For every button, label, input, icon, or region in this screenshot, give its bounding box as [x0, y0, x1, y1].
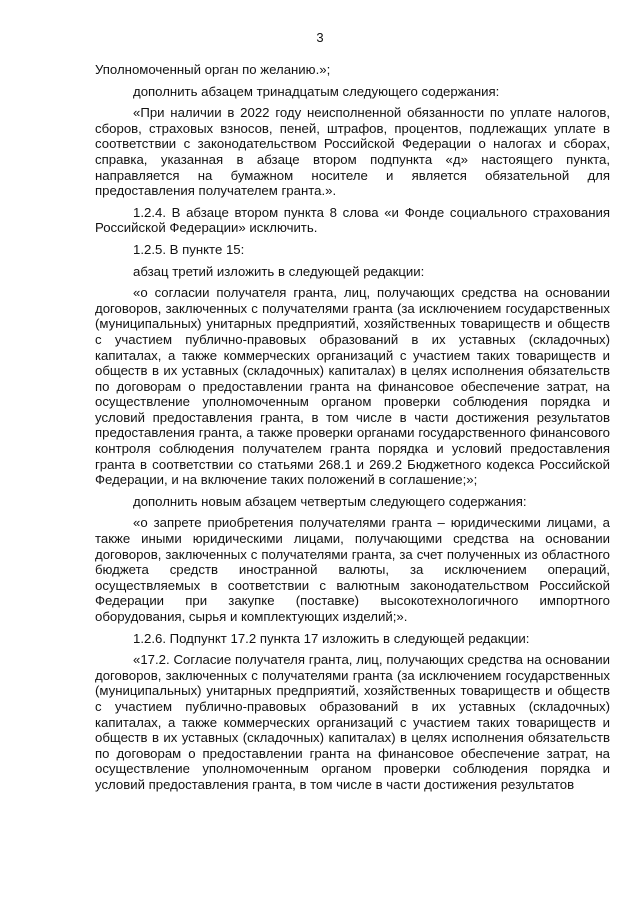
paragraph: 1.2.5. В пункте 15:: [133, 241, 245, 257]
paragraph: «При наличии в 2022 году неисполненной обязанности по уплате налогов, сборов, страховых взносов, пеней, штрафов, процентов, подлежащих уплате в соответствии с законодательством Российской Федерации о налогах и сборах, справка, указанная в абзаце втором подпункта «д» настоящего пункта, направляется на бумажном носителе и является обязательной для предоставления получателем гранта.».: [95, 105, 610, 199]
paragraph: «17.2. Согласие получателя гранта, лиц, получающих средства на основании договоров, заключенных с получателями гранта (за исключением государственных (муниципальных) унитарных предприятий, хозяйственных товариществ и обществ с участием публично-правовых образований в их уставных (складочных) капиталах, а также коммерческих организаций с участием таких товариществ и обществ в их уставных (складочных) капиталах) в целях исполнения обязательств по договорам о предоставлении гранта на финансовое обеспечение затрат, на осуществление уполномоченным органом проверки соблюдения порядка и условий предоставления гранта, в том числе в части достижения результатов: [95, 652, 610, 792]
paragraph: дополнить абзацем тринадцатым следующего содержания:: [133, 83, 500, 99]
paragraph: 1.2.6. Подпункт 17.2 пункта 17 изложить в следующей редакции:: [133, 630, 530, 646]
paragraph: «о согласии получателя гранта, лиц, получающих средства на основании договоров, заключенных с получателями гранта (за исключением государственных (муниципальных) унитарных предприятий, хозяйственных товариществ и обществ с участием публично-правовых образований в их уставных (складочных) капиталах, а также коммерческих организаций с участием таких товариществ и обществ в их уставных (складочных) капиталах) в целях исполнения обязательств по договорам о предоставлении гранта на финансовое обеспечение затрат, на осуществление уполномоченным органом проверки соблюдения порядка и условий предоставления гранта, в том числе в части достижения результатов предоставления гранта, а также проверки органами государственного финансового контроля соблюдения получателем гранта порядка и условий предоставления гранта в соответствии со статьями 268.1 и 269.2 Бюджетного кодекса Российской Федерации, и на включение таких положений в соглашение;»;: [95, 285, 610, 488]
document-body: [95, 62, 610, 799]
paragraph: Уполномоченный орган по желанию.»;: [95, 62, 331, 77]
paragraph: 1.2.4. В абзаце втором пункта 8 слова «и Фонде социального страхования Российской Федерации» исключить.: [95, 204, 610, 236]
page-number: 3: [316, 30, 324, 45]
paragraph: дополнить новым абзацем четвертым следующего содержания:: [133, 493, 527, 509]
paragraph: «о запрете приобретения получателями гранта – юридическими лицами, а также иными юридическими лицами, получающими средства на основании договоров, заключенных с получателями гранта, за счет полученных из областного бюджета средств иностранной валюты, за исключением операций, осуществляемых в соответствии с валютным законодательством Российской Федерации при закупке (поставке) высокотехнологичного импортного оборудования, сырья и комплектующих изделий;».: [95, 515, 610, 624]
paragraph: абзац третий изложить в следующей редакции:: [133, 263, 425, 279]
